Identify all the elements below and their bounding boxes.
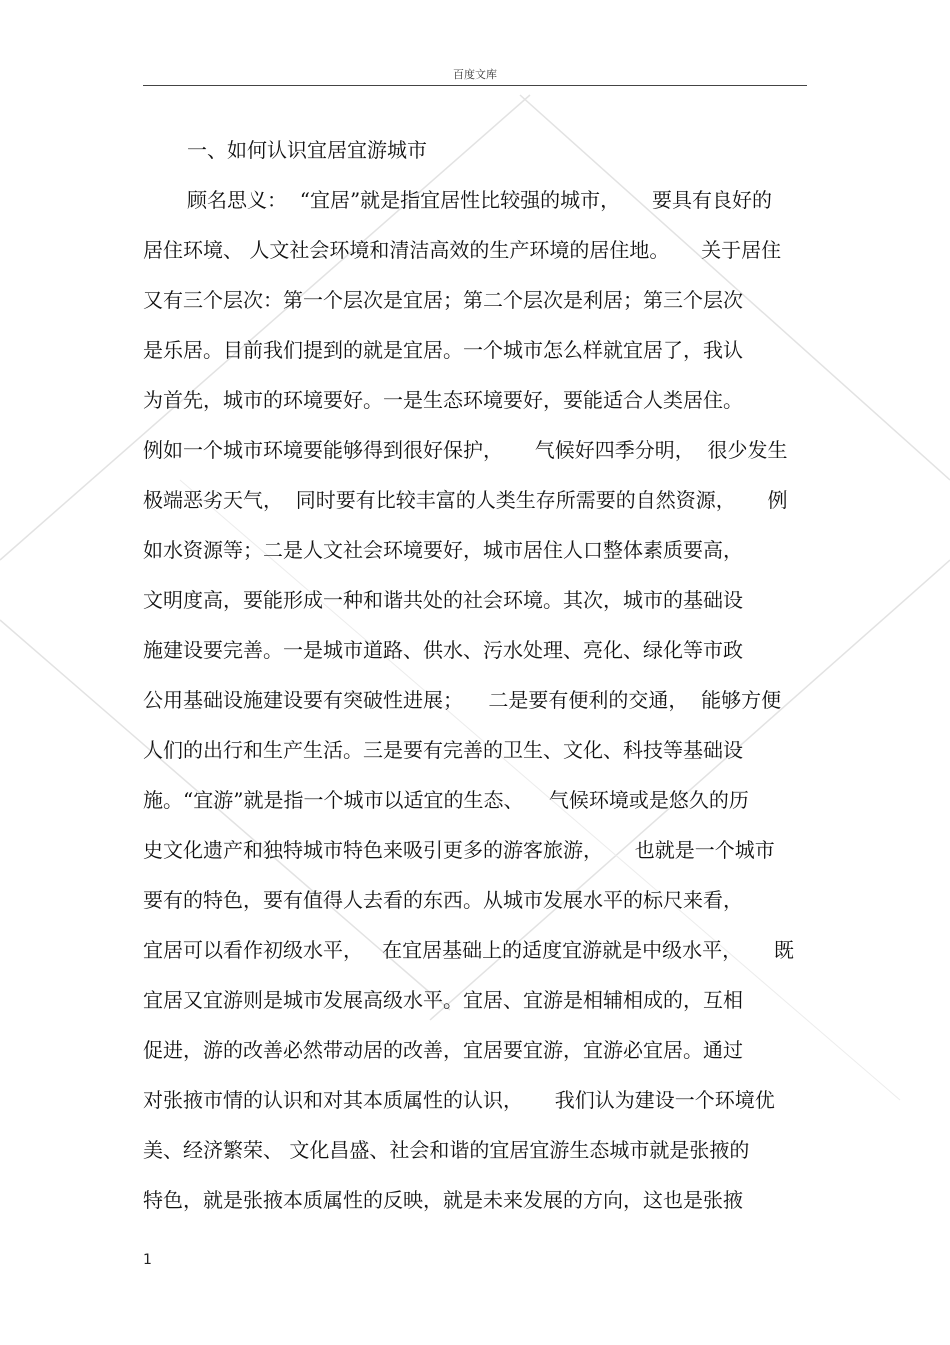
header-divider	[143, 85, 807, 86]
paragraph-line: 施建设要完善。一是城市道路、供水、污水处理、亮化、绿化等市政	[143, 638, 743, 662]
paragraph-line: 宜居又宜游则是城市发展高级水平。宜居、宜游是相辅相成的，互相	[143, 988, 743, 1012]
document-body	[143, 125, 807, 1225]
paragraph-line: 是乐居。目前我们提到的就是宜居。一个城市怎么样就宜居了，我认	[143, 338, 743, 362]
paragraph-line: 为首先，城市的环境要好。一是生态环境要好，要能适合人类居住。	[143, 388, 743, 412]
paragraph-line: 如水资源等；二是人文社会环境要好，城市居住人口整体素质要高，	[143, 538, 743, 562]
header-title: 百度文库	[453, 68, 497, 81]
paragraph-line: 对张掖市情的认识和对其本质属性的认识， 我们认为建设一个环境优	[143, 1088, 775, 1112]
section-heading: 一、如何认识宜居宜游城市	[187, 138, 427, 162]
paragraph-line: 人们的出行和生产生活。三是要有完善的卫生、文化、科技等基础设	[143, 738, 743, 762]
paragraph-line: 公用基础设施建设要有突破性进展； 二是要有便利的交通， 能够方便	[143, 688, 782, 712]
paragraph-line: 文明度高，要能形成一种和谐共处的社会环境。其次，城市的基础设	[143, 588, 743, 612]
paragraph-line: 史文化遗产和独特城市特色来吸引更多的游客旅游， 也就是一个城市	[143, 838, 775, 862]
paragraph-line: 要有的特色，要有值得人去看的东西。从城市发展水平的标尺来看，	[143, 888, 743, 912]
paragraph-line: 又有三个层次：第一个层次是宜居；第二个层次是利居；第三个层次	[143, 288, 743, 312]
page-number: 1	[143, 1252, 152, 1268]
paragraph-line: 特色，就是张掖本质属性的反映，就是未来发展的方向，这也是张掖	[143, 1188, 743, 1212]
paragraph-line: 美、经济繁荣、 文化昌盛、社会和谐的宜居宜游生态城市就是张掖的	[143, 1138, 750, 1162]
paragraph-line: 顾名思义： “宜居”就是指宜居性比较强的城市， 要具有良好的	[187, 188, 772, 212]
paragraph-line: 极端恶劣天气， 同时要有比较丰富的人类生存所需要的自然资源， 例	[143, 488, 788, 512]
paragraph-line: 宜居可以看作初级水平， 在宜居基础上的适度宜游就是中级水平， 既	[143, 938, 794, 962]
paragraph-line: 促进，游的改善必然带动居的改善，宜居要宜游，宜游必宜居。通过	[143, 1038, 743, 1062]
paragraph-line: 施。“宜游”就是指一个城市以适宜的生态、 气候环境或是悠久的历	[143, 788, 749, 812]
paragraph-line: 居住环境、 人文社会环境和清洁高效的生产环境的居住地。 关于居住	[143, 238, 782, 262]
paragraph-line: 例如一个城市环境要能够得到很好保护， 气候好四季分明， 很少发生	[143, 438, 788, 462]
